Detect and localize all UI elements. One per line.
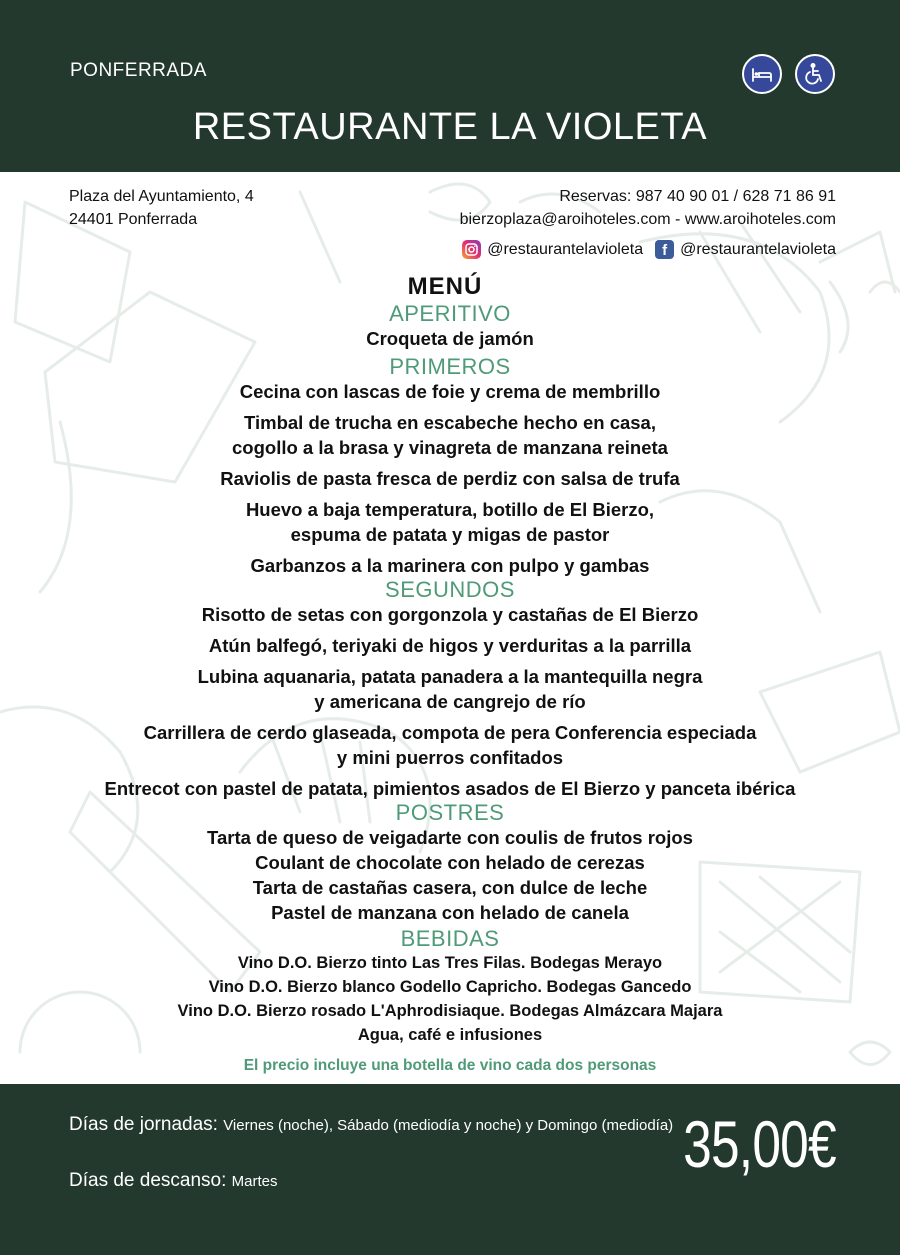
dish: Huevo a baja temperatura, botillo de El Bierzo,: [245, 499, 655, 520]
reservations-phone[interactable]: Reservas: 987 40 90 01 / 628 71 86 91: [559, 188, 836, 205]
address-street: Plaza del Ayuntamiento, 4: [69, 188, 254, 205]
contact-block: [460, 185, 836, 231]
dish: Timbal de trucha en escabeche hecho en casa,: [244, 412, 656, 433]
hotel-bed-icon: [742, 54, 782, 94]
section-heading-postres: POSTRES: [395, 800, 505, 825]
dish: Entrecot con pastel de patata, pimientos asados de El Bierzo y panceta ibérica: [104, 778, 796, 799]
section-heading-aperitivo: APERITIVO: [389, 301, 511, 326]
facebook-icon: f: [655, 240, 674, 259]
menu-price: 35,00€: [683, 1107, 836, 1181]
facebook-handle[interactable]: @restaurantelavioleta: [680, 240, 836, 258]
dish: Raviolis de pasta fresca de perdiz con salsa de trufa: [220, 468, 680, 489]
working-days-label: Días de jornadas:: [69, 1114, 218, 1135]
city-label: PONFERRADA: [70, 60, 207, 81]
dish: Coulant de chocolate con helado de cerezas: [255, 852, 645, 873]
drink: Vino D.O. Bierzo tinto Las Tres Filas. Bodegas Merayo: [237, 954, 663, 972]
email-website[interactable]: bierzoplaza@aroihoteles.com - www.aroihoteles.com: [459, 211, 836, 228]
dish: Croqueta de jamón: [366, 328, 534, 349]
dish: y mini puerros confitados: [336, 747, 564, 768]
footer-banner: [0, 1084, 900, 1255]
social-links: [462, 240, 836, 259]
dish: espuma de patata y migas de pastor: [290, 524, 610, 545]
wheelchair-accessible-icon: [795, 54, 835, 94]
dish: Garbanzos a la marinera con pulpo y gambas: [250, 555, 650, 576]
section-heading-bebidas: BEBIDAS: [400, 926, 500, 951]
instagram-handle[interactable]: @restaurantelavioleta: [487, 240, 644, 258]
header-banner: [0, 0, 900, 172]
rest-days-value: Martes: [231, 1173, 278, 1190]
working-days: [69, 1114, 673, 1136]
menu: [0, 272, 900, 1075]
dish: Cecina con lascas de foie y crema de membrillo: [239, 381, 661, 402]
dish: y americana de cangrejo de río: [314, 691, 586, 712]
dish: Atún balfegó, teriyaki de higos y verduritas a la parrilla: [208, 635, 692, 656]
dish: Carrillera de cerdo glaseada, compota de pera Conferencia especiada: [143, 722, 757, 743]
dish: Risotto de setas con gorgonzola y castañas de El Bierzo: [201, 604, 699, 625]
rest-days: [69, 1170, 278, 1192]
dish: Tarta de castañas casera, con dulce de leche: [252, 877, 648, 898]
dish: Lubina aquanaria, patata panadera a la mantequilla negra: [197, 666, 703, 687]
dish: cogollo a la brasa y vinagreta de manzana reineta: [232, 437, 668, 458]
dish: Tarta de queso de veigadarte con coulis de frutos rojos: [207, 827, 693, 848]
rest-days-label: Días de descanso:: [69, 1170, 227, 1191]
section-heading-segundos: SEGUNDOS: [385, 577, 515, 602]
dish: Pastel de manzana con helado de canela: [271, 902, 629, 923]
restaurant-name: RESTAURANTE LA VIOLETA: [192, 106, 708, 148]
working-days-value: Viernes (noche), Sábado (mediodía y noche) y Domingo (mediodía): [223, 1117, 674, 1134]
drink: Agua, café e infusiones: [357, 1026, 543, 1044]
price-note: El precio incluye una botella de vino cada dos personas: [243, 1057, 657, 1074]
address-block: [69, 185, 254, 231]
drink: Vino D.O. Bierzo blanco Godello Capricho. Bodegas Gancedo: [208, 978, 692, 996]
drink: Vino D.O. Bierzo rosado L'Aphrodisiaque. Bodegas Almázcara Majara: [177, 1002, 723, 1020]
instagram-icon: [462, 240, 481, 259]
menu-title: MENÚ: [407, 273, 483, 300]
address-city: 24401 Ponferrada: [69, 211, 198, 228]
section-heading-primeros: PRIMEROS: [389, 354, 511, 379]
